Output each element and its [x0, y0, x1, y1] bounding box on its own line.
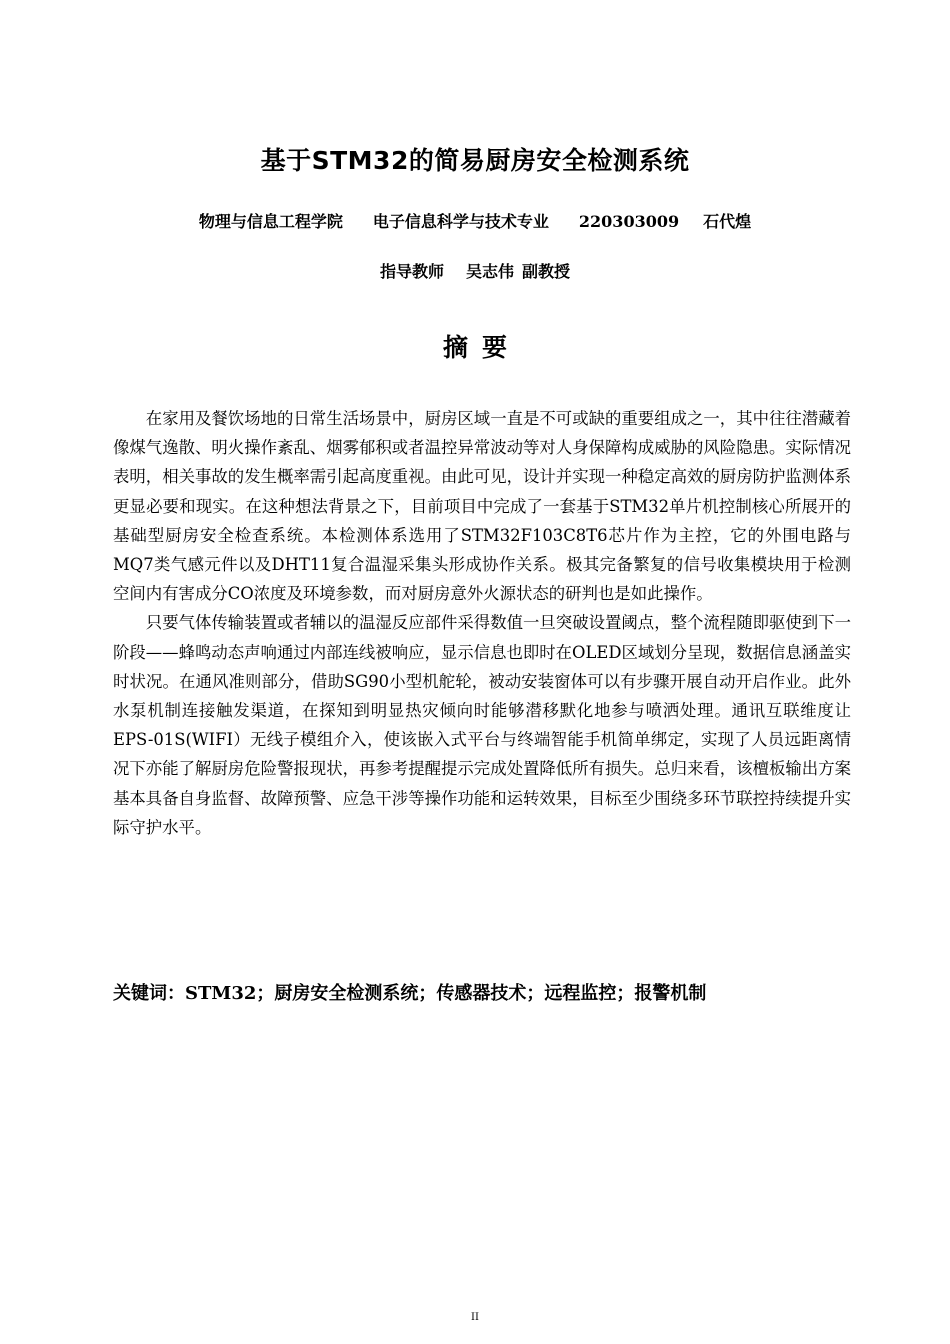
paper-title: 基于STM32的简易厨房安全检测系统 [260, 146, 690, 175]
keywords-line: 关键词：STM32；厨房安全检测系统；传感器技术；远程监控；报警机制 [113, 983, 707, 1004]
advisor-line [0, 259, 950, 285]
abstract-body [113, 404, 851, 842]
abstract-heading: 摘要 [442, 333, 521, 362]
advisor-rank: 副教授 [522, 262, 571, 281]
author-line [0, 209, 950, 235]
advisor-label: 指导教师 [379, 262, 444, 281]
abstract-paragraph: 只要气体传输装置或者辅以的温湿反应部件采得数值一旦突破设置阈点，整个流程随即驱使到下一阶段——蜂鸣动态声响通过内部连线被响应，显示信息也即时在OLED区域划分呈现，数据信息涵盖实时状况。在通风准则部分，借助SG90小型机舵轮，被动安装窗体可以有步骤开展自动开启作业。此外水泵机制连接触发渠道，在探知到明显热灾倾向时能够潜移默化地参与喷洒处理。通讯互联维度让EPS-01S(WIFI）无线子模组介入，使该嵌入式平台与终端智能手机简单绑定，实现了人员远距离情况下亦能了解厨房危险警报现状，再参考提醒提示完成处置降低所有损失。总归来看，该檀板输出方案基本具备自身监督、故障预警、应急干涉等操作功能和运转效果，目标至少围绕多环节联控持续提升实际守护水平。 [113, 613, 851, 837]
school-name: 物理与信息工程学院 [198, 212, 343, 231]
major-name: 电子信息科学与技术专业 [372, 212, 549, 231]
abstract-paragraph: 在家用及餐饮场地的日常生活场景中，厨房区域一直是不可或缺的重要组成之一，其中往往潜藏着像煤气逸散、明火操作紊乱、烟雾郁积或者温控异常波动等对人身保障构成威胁的风险隐患。实际情况表明，相关事故的发生概率需引起高度重视。由此可见，设计并实现一种稳定高效的厨房防护监测体系更显必要和现实。在这种想法背景之下，目前项目中完成了一套基于STM32单片机控制核心所展开的基础型厨房安全检查系统。本检测体系选用了STM32F103C8T6芯片作为主控，它的外围电路与MQ7类气感元件以及DHT11复合温湿采集头形成协作关系。极其完备繁复的信号收集模块用于检测空间内有害成分CO浓度及环境参数，而对厨房意外火源状态的研判也是如此操作。 [113, 409, 851, 604]
page-number: II [471, 1312, 479, 1323]
student-id: 220303009 [578, 212, 680, 231]
advisor-name: 吴志伟 [465, 262, 514, 281]
author-name: 石代煌 [703, 212, 752, 231]
